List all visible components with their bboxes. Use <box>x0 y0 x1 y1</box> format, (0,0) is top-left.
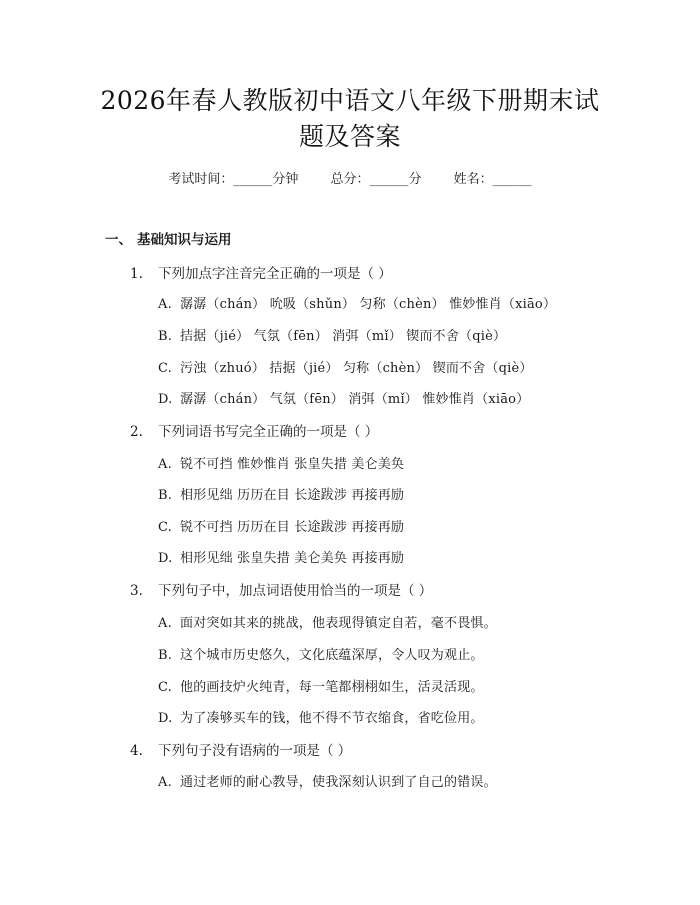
option-text: 这个城市历史悠久，文化底蕴深厚，令人叹为观止。 <box>180 648 484 663</box>
option-text: 通过老师的耐心教导，使我深刻认识到了自己的错误。 <box>180 775 497 790</box>
exam-title-line-1: 2026年春人教版初中语文八年级下册期末试 <box>100 86 600 115</box>
exam-time-field: 考试时间：______分钟 <box>168 172 299 187</box>
question-1-option-a <box>158 293 556 312</box>
student-name-field: 姓名：______ <box>453 172 532 187</box>
question-1-option-b <box>158 325 506 344</box>
option-text: 他的画技炉火纯青，每一笔都栩栩如生，活灵活现。 <box>180 680 484 695</box>
question-text: 下列句子中，加点词语使用恰当的一项是（ ） <box>158 583 433 599</box>
option-label: B. <box>158 329 173 344</box>
option-label: B. <box>158 488 173 503</box>
option-text: 潺潺（chán） 气氛（fēn） 消弭（mǐ） 惟妙惟肖（xiāo） <box>180 392 530 407</box>
question-number: 2. <box>130 424 143 440</box>
option-label: C. <box>158 520 173 535</box>
question-text: 下列加点字注音完全正确的一项是（ ） <box>158 266 392 282</box>
question-number: 4. <box>130 743 143 759</box>
option-label: A. <box>158 775 172 790</box>
question-1-option-d <box>158 388 529 407</box>
option-label: A. <box>158 457 172 472</box>
exam-meta-row <box>0 168 700 187</box>
option-text: 相形见绌 历历在目 长途跋涉 再接再励 <box>180 488 405 503</box>
exam-title-line-2: 题及答案 <box>298 122 401 151</box>
option-text: 面对突如其来的挑战，他表现得镇定自若，毫不畏惧。 <box>180 616 497 631</box>
option-label: D. <box>158 711 173 726</box>
question-1 <box>130 262 392 282</box>
question-2-option-b <box>158 484 404 503</box>
question-number: 3. <box>130 583 143 599</box>
question-2-option-a <box>158 453 404 472</box>
question-2 <box>130 420 378 440</box>
section-heading <box>105 228 232 248</box>
option-text: 污浊（zhuó） 拮据（jié） 匀称（chèn） 锲而不舍（qiè） <box>180 361 533 376</box>
question-2-option-d <box>158 547 404 566</box>
question-1-option-c <box>158 357 533 376</box>
question-3-option-c <box>158 676 484 695</box>
question-2-option-c <box>158 516 404 535</box>
option-text: 为了凑够买车的钱，他不得不节衣缩食，省吃俭用。 <box>180 711 484 726</box>
question-number: 1. <box>130 266 143 282</box>
option-text: 潺潺（chán） 吮吸（shǔn） 匀称（chèn） 惟妙惟肖（xiāo） <box>180 297 557 312</box>
option-label: A. <box>158 616 172 631</box>
section-number: 一、 <box>105 232 132 248</box>
total-score-field: 总分：______分 <box>330 172 422 187</box>
question-3 <box>130 579 432 599</box>
option-text: 拮据（jié） 气氛（fēn） 消弭（mǐ） 锲而不舍（qiè） <box>180 329 507 344</box>
option-label: A. <box>158 297 172 312</box>
question-3-option-d <box>158 707 484 726</box>
question-text: 下列句子没有语病的一项是（ ） <box>158 743 352 759</box>
question-3-option-b <box>158 644 484 663</box>
question-text: 下列词语书写完全正确的一项是（ ） <box>158 424 379 440</box>
option-label: C. <box>158 680 173 695</box>
option-label: C. <box>158 361 173 376</box>
option-label: D. <box>158 392 173 407</box>
option-text: 锐不可挡 惟妙惟肖 张皇失措 美仑美奂 <box>180 457 405 472</box>
section-title: 基础知识与运用 <box>137 232 232 248</box>
question-3-option-a <box>158 612 497 631</box>
option-label: B. <box>158 648 173 663</box>
question-4 <box>130 739 351 759</box>
option-text: 相形见绌 张皇失措 美仑美奂 再接再励 <box>180 551 405 566</box>
question-4-option-a <box>158 771 497 790</box>
option-text: 锐不可挡 历历在目 长途跋涉 再接再励 <box>180 520 405 535</box>
option-label: D. <box>158 551 173 566</box>
